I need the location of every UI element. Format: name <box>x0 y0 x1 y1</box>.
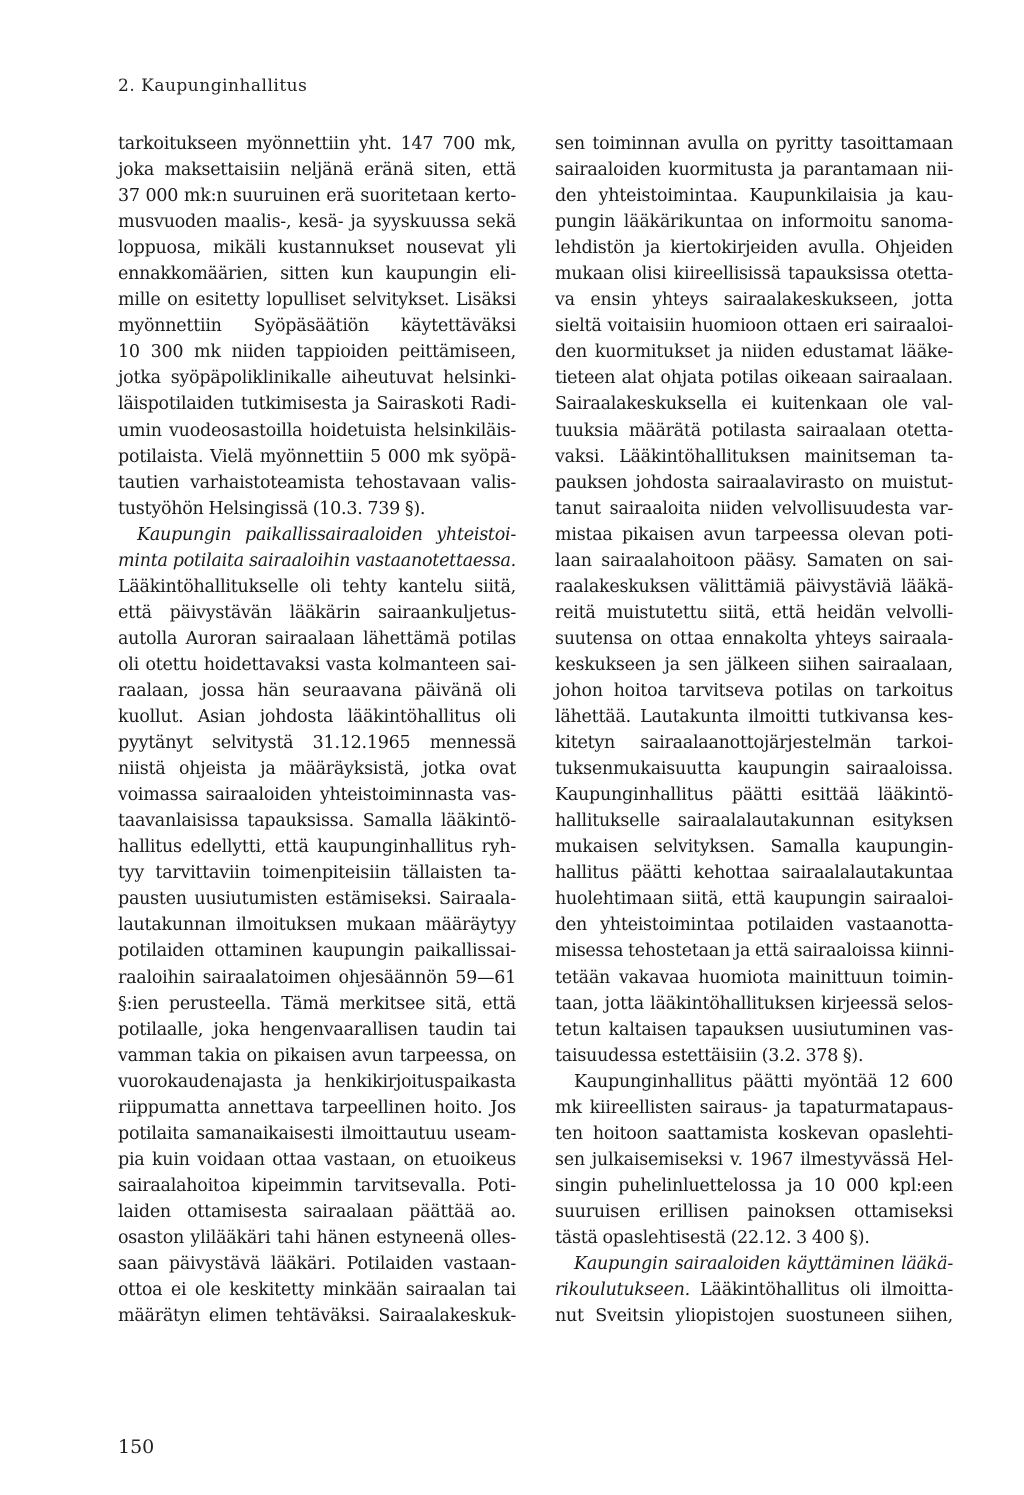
text-line: Lääkintöhallitukselle oli tehty kantelu siitä, <box>118 576 516 597</box>
text-line: Kaupunginhallitus päätti myöntää 12 600 <box>574 1071 953 1092</box>
text-line: potilaalle, joka hengenvaarallisen taudin tai <box>118 1019 516 1040</box>
text-line: loppuosa, mikäli kustannukset nousevat yli <box>118 238 516 259</box>
text-line: joka maksettaisiin neljänä eränä siten, että <box>118 160 516 181</box>
text-line: tuksenmukaisuutta kaupungin sairaaloissa. <box>555 759 953 780</box>
text-line: tuuksia määrätä potilasta sairaalaan otetta- <box>555 420 953 441</box>
text-line: voimassa sairaaloiden yhteistoiminnasta vas- <box>118 785 516 806</box>
text-line: huolehtimaan siitä, että kaupungin sairaaloi- <box>555 889 953 910</box>
text-line <box>555 1277 953 1303</box>
text-line: hallitus edellytti, että kaupunginhallitus ryh- <box>118 837 516 858</box>
text-line: raalakeskuksen välittämiä päivystäviä lääkä- <box>555 576 953 597</box>
text-line: umin vuodeosastoilla hoidetuista helsinkiläis- <box>118 420 516 441</box>
text-line: potilaita samanaikaisesti ilmoittautuu useam- <box>118 1123 516 1144</box>
text-line: misessa tehostetaan ja että sairaaloissa kiinni- <box>555 941 954 962</box>
text-line: pausten uusiutumisten estämiseksi. Sairaala- <box>118 889 516 910</box>
text-line: potilaista. Vielä myönnettiin 5 000 mk syöpä- <box>118 446 516 467</box>
text-line: taavanlaisissa tapauksissa. Samalla lääkintö- <box>118 811 516 832</box>
text-line: niistä ohjeista ja määräyksistä, jotka ovat <box>118 759 516 780</box>
text-line: raaloihin sairaalatoimen ohjesäännön 59—61 <box>118 967 516 988</box>
text-line: mille on esitetty lopulliset selvitykset. Lisäksi <box>118 290 516 311</box>
text-line: ottoa ei ole keskitetty minkään sairaalan tai <box>118 1280 516 1301</box>
text-line: laan sairaalahoitoon pääsy. Samaten on sai- <box>555 550 953 571</box>
italic-heading-fragment: rikoulutukseen. <box>555 1280 690 1301</box>
text-line: tustyöhön Helsingissä (10.3. 739 §). <box>118 498 426 519</box>
text-line: lähettää. Lautakunta ilmoitti tutkivansa kes- <box>555 707 953 728</box>
text-line: ten hoitoon saattamista koskevan opaslehti- <box>555 1123 953 1144</box>
text-line: sieltä voitaisiin huomioon ottaen eri sairaaloi- <box>555 316 953 337</box>
text-line: sairaalahoitoa kipeimmin tarvitsevalla. Poti- <box>118 1175 516 1196</box>
text-line: musvuoden maalis-, kesä- ja syyskuussa sekä <box>118 212 516 233</box>
text-line: mistaa pikaisen avun tarpeessa olevan poti- <box>555 524 953 545</box>
text-line: autolla Auroran sairaalaan lähettämä potilas <box>118 628 516 649</box>
text-line: riippumatta annettava tarpeellinen hoito. Jos <box>118 1097 516 1118</box>
text-line: den yhteistoimintaa. Kaupunkilaisia ja kau- <box>555 186 953 207</box>
text-line: pia kuin voidaan ottaa vastaan, on etuoikeus <box>118 1149 516 1170</box>
running-head: 2. Kaupunginhallitus <box>118 76 308 96</box>
text-line: oli otettu hoidettavaksi vasta kolmanteen sai- <box>118 654 516 675</box>
text-line: läispotilaiden tutkimisesta ja Sairaskoti Radi- <box>118 394 516 415</box>
text-line: mukaisen selvityksen. Samalla kaupungin- <box>555 837 953 858</box>
text-line: potilaiden ottaminen kaupungin paikallissai- <box>118 941 516 962</box>
text-line: vamman takia on pikaisen avun tarpeessa, on <box>118 1045 516 1066</box>
text-line: lehdistön ja kiertokirjeiden avulla. Ohjeiden <box>555 238 953 259</box>
text-line: tanut sairaaloita niiden velvollisuudesta var- <box>555 498 953 519</box>
right-column <box>555 131 953 1329</box>
text-line: vuorokaudenajasta ja henkikirjoituspaikasta <box>118 1071 516 1092</box>
text-line: saan päivystävä lääkäri. Potilaiden vastaan- <box>118 1254 516 1275</box>
text-line: raalaan, jossa hän seuraavana päivänä oli <box>118 680 516 701</box>
text-line: vaksi. Lääkintöhallituksen mainitseman ta- <box>555 446 953 467</box>
page-number: 150 <box>118 1436 155 1458</box>
text-line: pungin lääkärikuntaa on informoitu sanoma- <box>555 212 953 233</box>
text-line: jotka syöpäpoliklinikalle aiheutuvat helsinki- <box>118 368 516 389</box>
text-line: taan, jotta lääkintöhallituksen kirjeessä selos- <box>555 993 953 1014</box>
text-line: tästä opaslehtisestä (22.12. 3 400 §). <box>555 1227 870 1248</box>
text-line: myönnettiin Syöpäsäätiön käytettäväksi <box>118 316 516 337</box>
text-line: tyy tarvittaviin toimenpiteisiin tällaisten ta- <box>118 863 516 884</box>
text-line: ennakkomäärien, sitten kun kaupungin eli- <box>118 264 516 285</box>
text-line: den kuormitukset ja niiden edustamat lääke- <box>555 342 953 363</box>
text-line: tetun kaltaisen tapauksen uusiutuminen vas- <box>555 1019 953 1040</box>
text-line: tieteen alat ohjata potilas oikeaan sairaalaan. <box>555 368 953 389</box>
text-line: laiden ottamisesta sairaalaan päättää ao. <box>118 1201 516 1222</box>
text-line: suuruisen erillisen painoksen ottamiseksi <box>555 1201 953 1222</box>
left-column <box>118 131 516 1329</box>
text-line: keskukseen ja sen jälkeen siihen sairaalaan, <box>555 654 953 675</box>
text-line: tautien varhaistoteamista tehostavaan valis- <box>118 472 516 493</box>
text-line: johon hoitoa tarvitseva potilas on tarkoitus <box>555 680 953 701</box>
text-line: kitetyn sairaalaanottojärjestelmän tarkoi- <box>555 733 953 754</box>
text-line: lautakunnan ilmoituksen mukaan määräytyy <box>118 915 516 936</box>
text-line: suutensa on ottaa ennakolta yhteys sairaala- <box>555 628 953 649</box>
text-line: 10 300 mk niiden tappioiden peittämiseen, <box>118 342 516 363</box>
text-line: sairaaloiden kuormitusta ja parantamaan nii- <box>555 160 953 181</box>
line-continuation: Lääkintöhallitus oli ilmoitta- <box>689 1280 953 1301</box>
text-line: singin puhelinluettelossa ja 10 000 kpl:een <box>555 1175 953 1196</box>
text-line: taisuudessa estettäisiin (3.2. 378 §). <box>555 1045 864 1066</box>
text-line: mukaan olisi kiireellisissä tapauksissa otetta- <box>555 264 953 285</box>
text-line: sen julkaisemiseksi v. 1967 ilmestyvässä Hel- <box>555 1149 953 1170</box>
text-line: va ensin yhteys sairaalakeskukseen, jotta <box>555 290 953 311</box>
text-line: Kaupungin paikallissairaaloiden yhteistoi- <box>137 524 516 545</box>
text-line: Kaupungin sairaaloiden käyttäminen lääkä- <box>574 1254 953 1275</box>
text-line: tetään vakavaa huomiota mainittuun toimin- <box>555 967 953 988</box>
text-line: 37 000 mk:n suuruinen erä suoritetaan kerto- <box>118 186 516 207</box>
text-line: reitä muistutettu siitä, että heidän velvolli- <box>555 602 953 623</box>
text-line: den yhteistoimintaa potilaiden vastaanotta- <box>555 915 953 936</box>
text-line: tarkoitukseen myönnettiin yht. 147 700 mk, <box>118 134 516 154</box>
text-line: Sairaalakeskuksella ei kuitenkaan ole val- <box>555 394 953 415</box>
text-line: osaston ylilääkäri tahi hänen estyneenä olles- <box>118 1227 516 1248</box>
text-line: §:ien perusteella. Tämä merkitsee sitä, että <box>118 993 516 1014</box>
text-line: määrätyn elimen tehtäväksi. Sairaalakeskuk- <box>118 1306 516 1327</box>
text-line: sen toiminnan avulla on pyritty tasoittamaan <box>555 134 953 154</box>
text-line: että päivystävän lääkärin sairaankuljetus- <box>118 602 516 623</box>
text-line: minta potilaita sairaaloihin vastaanotettaessa. <box>118 550 516 571</box>
text-line: nut Sveitsin yliopistojen suostuneen siihen, <box>555 1306 953 1327</box>
text-line: hallitus päätti kehottaa sairaalalautakuntaa <box>555 863 953 884</box>
text-line: hallitukselle sairaalalautakunnan esityksen <box>555 811 953 832</box>
text-line: pyytänyt selvitystä 31.12.1965 mennessä <box>118 733 516 754</box>
text-line: mk kiireellisten sairaus- ja tapaturmatapaus- <box>555 1097 953 1118</box>
text-line: kuollut. Asian johdosta lääkintöhallitus oli <box>118 707 516 728</box>
text-line: Kaupunginhallitus päätti esittää lääkintö- <box>555 785 953 806</box>
text-line: pauksen johdosta sairaalavirasto on muistut- <box>555 472 953 493</box>
